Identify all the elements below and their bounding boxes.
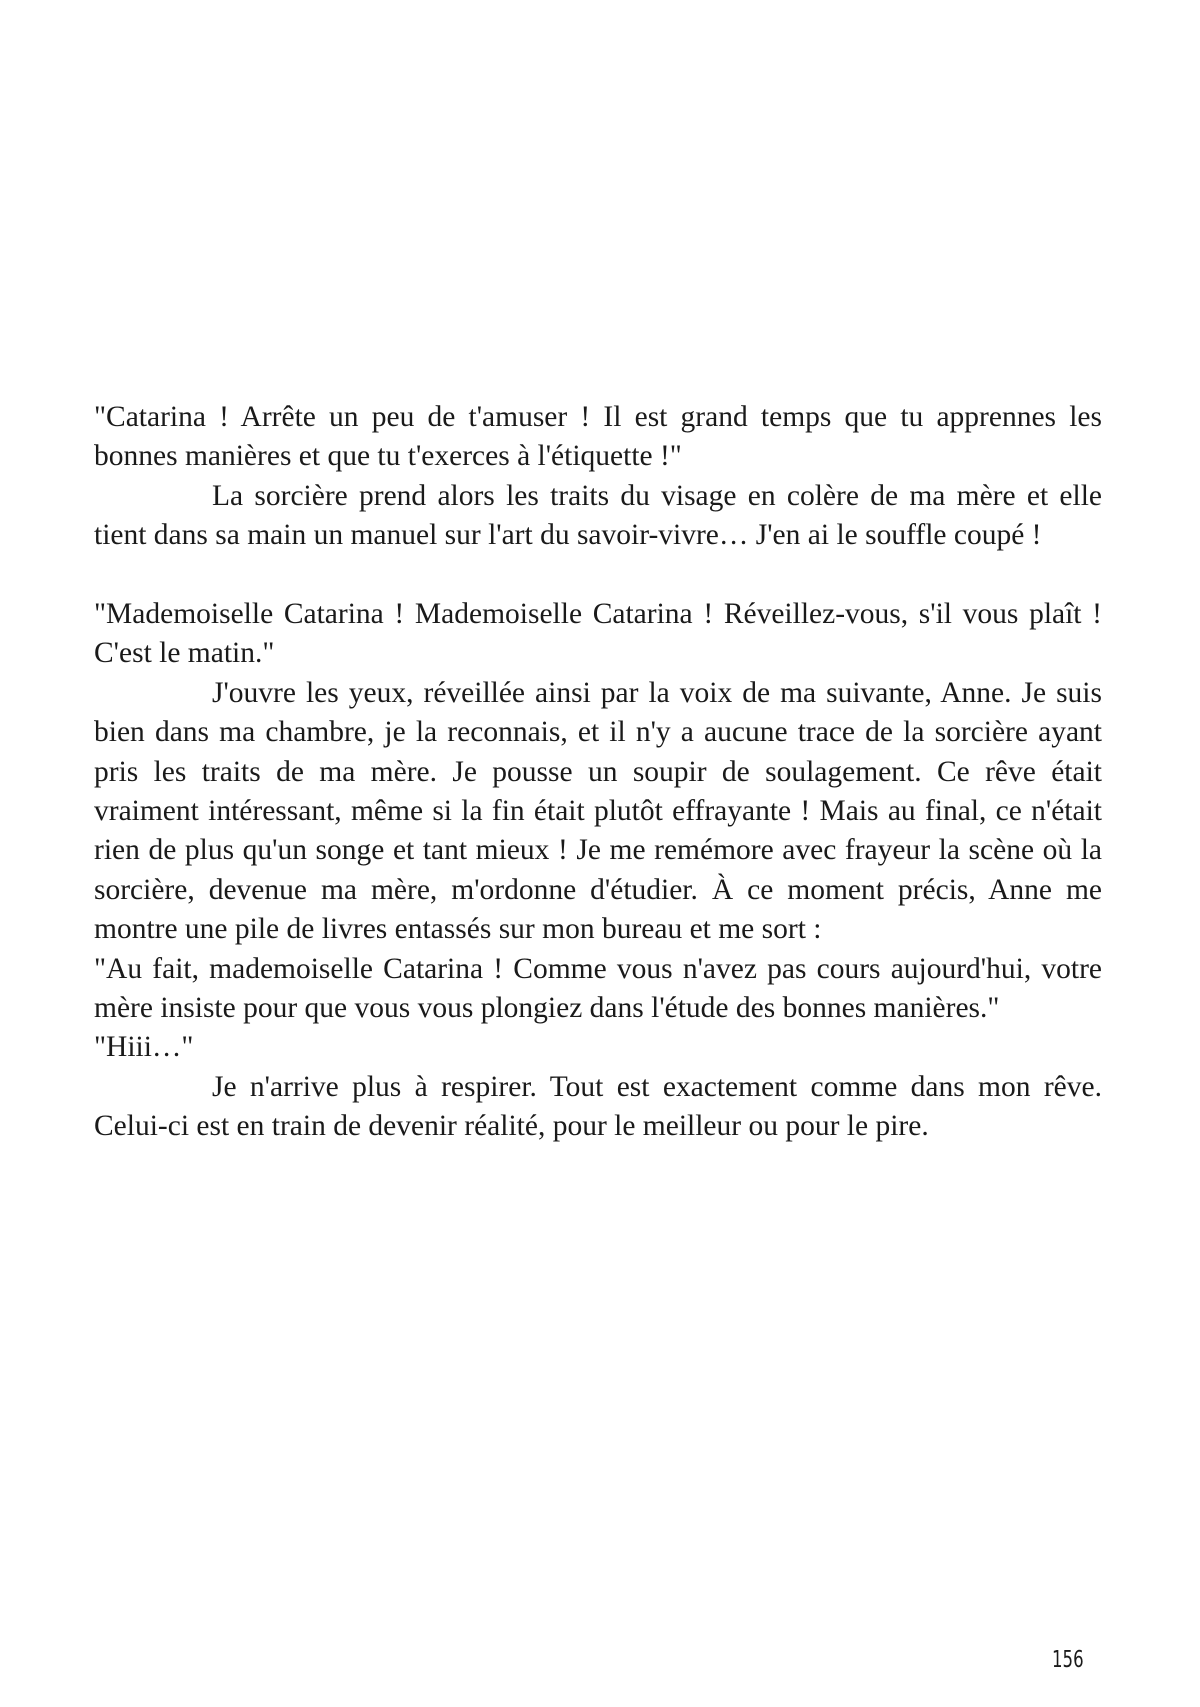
paragraph-spacer [94, 556, 1102, 595]
paragraph-hiii: "Hiii…" [94, 1031, 194, 1064]
page-number: 156 [1052, 1647, 1084, 1673]
paragraph-waking-narration: J'ouvre les yeux, réveillée ainsi par la voix de ma suivante, Anne. Je suis bien dans ma chambre, je la reconnais, et il n'y a aucune trace de la sorcière ayant pris les traits de ma mère. Je pousse un soupir de soulagement. Ce rêve était vraiment intéressant, même si la fin était plutôt effrayante ! Mais au final, ce n'était rien de plus qu'un songe et tant mieux ! Je me remémore avec frayeur la scène où la sorcière, devenue ma mère, m'ordonne d'étudier. À ce moment précis, Anne me montre une pile de livres entassés sur mon bureau et me sort : [94, 676, 1102, 946]
paragraph-closing-narration: Je n'arrive plus à respirer. Tout est exactement comme dans mon rêve. Celui-ci est en train de devenir réalité, pour le meilleur ou pour le pire. [94, 1070, 1102, 1143]
paragraph-witch-transform: La sorcière prend alors les traits du visage en colère de ma mère et elle tient dans sa main un manuel sur l'art du savoir-vivre… J'en ai le souffle coupé ! [94, 479, 1102, 552]
paragraph-anne-wakeup: "Mademoiselle Catarina ! Mademoiselle Catarina ! Réveillez-vous, s'il vous plaît ! C'est le matin." [94, 598, 1102, 670]
body-text [94, 398, 1102, 1147]
paragraph-mother-dialogue: "Catarina ! Arrête un peu de t'amuser ! Il est grand temps que tu apprennes les bonnes manières et que tu t'exerces à l'étiquette !" [94, 401, 1102, 473]
paragraph-anne-dialogue: "Au fait, mademoiselle Catarina ! Comme vous n'avez pas cours aujourd'hui, votre mère insiste pour que vous vous plongiez dans l'étude des bonnes manières." [94, 952, 1102, 1025]
